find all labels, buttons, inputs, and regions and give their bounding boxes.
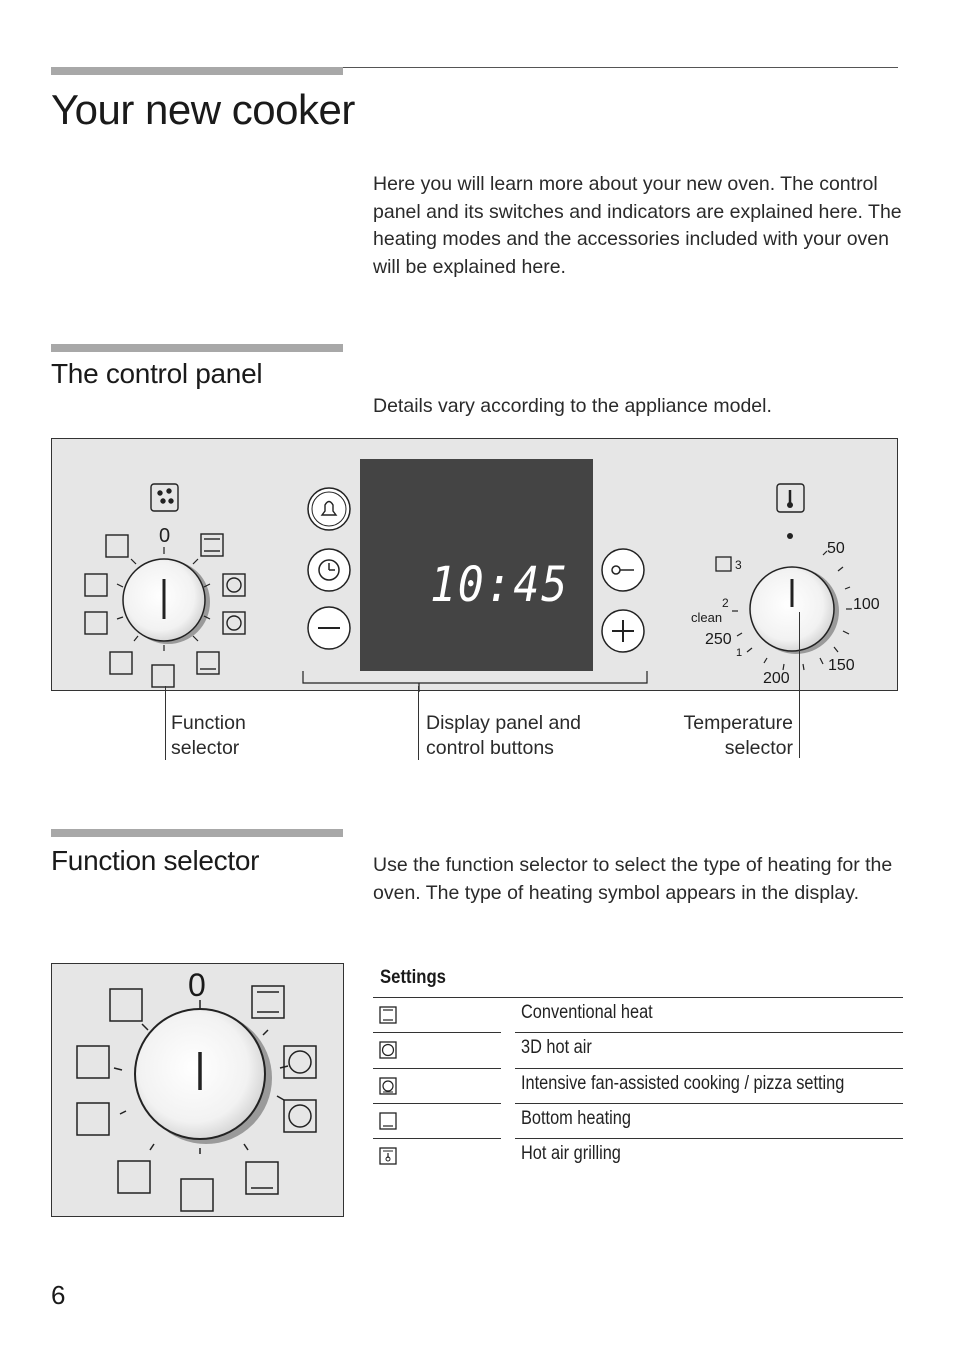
page-title: Your new cooker [51, 86, 355, 133]
grill-icon [77, 1103, 109, 1135]
table-row [373, 997, 903, 1032]
temp-200-label: 200 [763, 670, 790, 687]
display-callout-line [418, 686, 419, 760]
display-panel-callout [426, 711, 581, 761]
small-grill-icon [118, 1161, 150, 1193]
control-panel-diagram [51, 438, 898, 691]
top-bottom-heat-icon [201, 534, 223, 556]
temp-250-label: 250 [705, 631, 732, 648]
minus-button[interactable] [308, 607, 350, 649]
defrost-icon [110, 989, 142, 1021]
defrost-icon [106, 535, 128, 557]
temperature-selector-knob[interactable] [750, 567, 839, 654]
function-callout-line [165, 686, 166, 760]
table-row [373, 1069, 903, 1103]
lamp-icon [151, 484, 178, 511]
clean-level-2-label: 2 [722, 596, 729, 610]
table-row [373, 1033, 903, 1068]
conventional-heat-icon [379, 1006, 397, 1024]
callout-line: Display panel and [426, 712, 582, 734]
hot-air-grilling-icon [152, 665, 174, 687]
setting-label: 3D hot air [521, 1037, 592, 1058]
function-zero-large-label: 0 [188, 967, 206, 1003]
setting-label: Hot air grilling [521, 1143, 621, 1164]
control-panel-note: Details vary according to the appliance model. [373, 395, 772, 417]
temperature-callout-line [799, 612, 800, 758]
display-bracket [303, 671, 647, 683]
bottom-heating-icon [197, 652, 219, 674]
temperature-selector-callout [640, 711, 793, 761]
keep-warm-icon [85, 574, 107, 596]
key-lock-button[interactable] [602, 549, 644, 591]
section-bar-control-panel [51, 344, 343, 352]
table-row [373, 1104, 903, 1138]
setting-label: Conventional heat [521, 1002, 653, 1023]
setting-label: Bottom heating [521, 1108, 631, 1129]
plus-button[interactable] [602, 610, 644, 652]
clean-label: clean [691, 610, 723, 625]
function-selector-text: Use the function selector to select the type of heating for the oven. The type of heating symbol appears in the display. [373, 854, 893, 904]
section-bar-function-selector [51, 829, 343, 837]
header-bar-accent [51, 67, 343, 75]
callout-line: selector [724, 737, 793, 759]
clock-button[interactable] [308, 549, 350, 591]
bottom-heating-icon [379, 1112, 397, 1130]
clean-level-1-label: 1 [736, 647, 743, 659]
clean-level-3-label: 3 [735, 558, 742, 572]
setting-label: Intensive fan-assisted cooking / pizza setting [521, 1073, 845, 1094]
off-dot [787, 533, 793, 539]
display-time: 10:45 [430, 557, 570, 613]
bottom-heating-icon [246, 1162, 278, 1194]
alarm-button[interactable] [308, 488, 350, 530]
hot-air-grilling-icon [181, 1179, 213, 1211]
function-selector-callout [171, 711, 246, 761]
hot-air-grilling-icon [379, 1147, 397, 1165]
control-panel-heading: The control panel [51, 358, 263, 389]
callout-line: Function [171, 712, 246, 734]
3d-hot-air-icon [379, 1041, 397, 1059]
header-rule [343, 67, 898, 68]
self-clean-icon [716, 557, 731, 571]
small-grill-icon [110, 652, 132, 674]
callout-line: control buttons [426, 737, 554, 759]
callout-line: Temperature [683, 712, 793, 734]
keep-warm-icon [77, 1046, 109, 1078]
temp-150-label: 150 [828, 657, 855, 674]
grill-icon [85, 612, 107, 634]
intensive-fan-icon [379, 1077, 397, 1095]
table-row [373, 1139, 903, 1173]
temp-100-label: 100 [853, 596, 880, 613]
page-number: 6 [51, 1280, 66, 1310]
function-zero-label: 0 [159, 525, 171, 547]
settings-title: Settings [380, 967, 446, 988]
callout-line: selector [171, 737, 240, 759]
top-bottom-heat-icon [252, 986, 284, 1018]
function-selector-knob[interactable] [123, 559, 210, 644]
function-selector-diagram [51, 963, 344, 1217]
function-selector-heading: Function selector [51, 845, 260, 876]
temp-50-label: 50 [827, 540, 845, 557]
intro-paragraph: Here you will learn more about your new oven. The control panel and its switches and indicators are explained here. The heating modes and the accessories included with your oven will be explained here. [373, 173, 902, 278]
function-selector-large-knob[interactable] [135, 1009, 272, 1144]
